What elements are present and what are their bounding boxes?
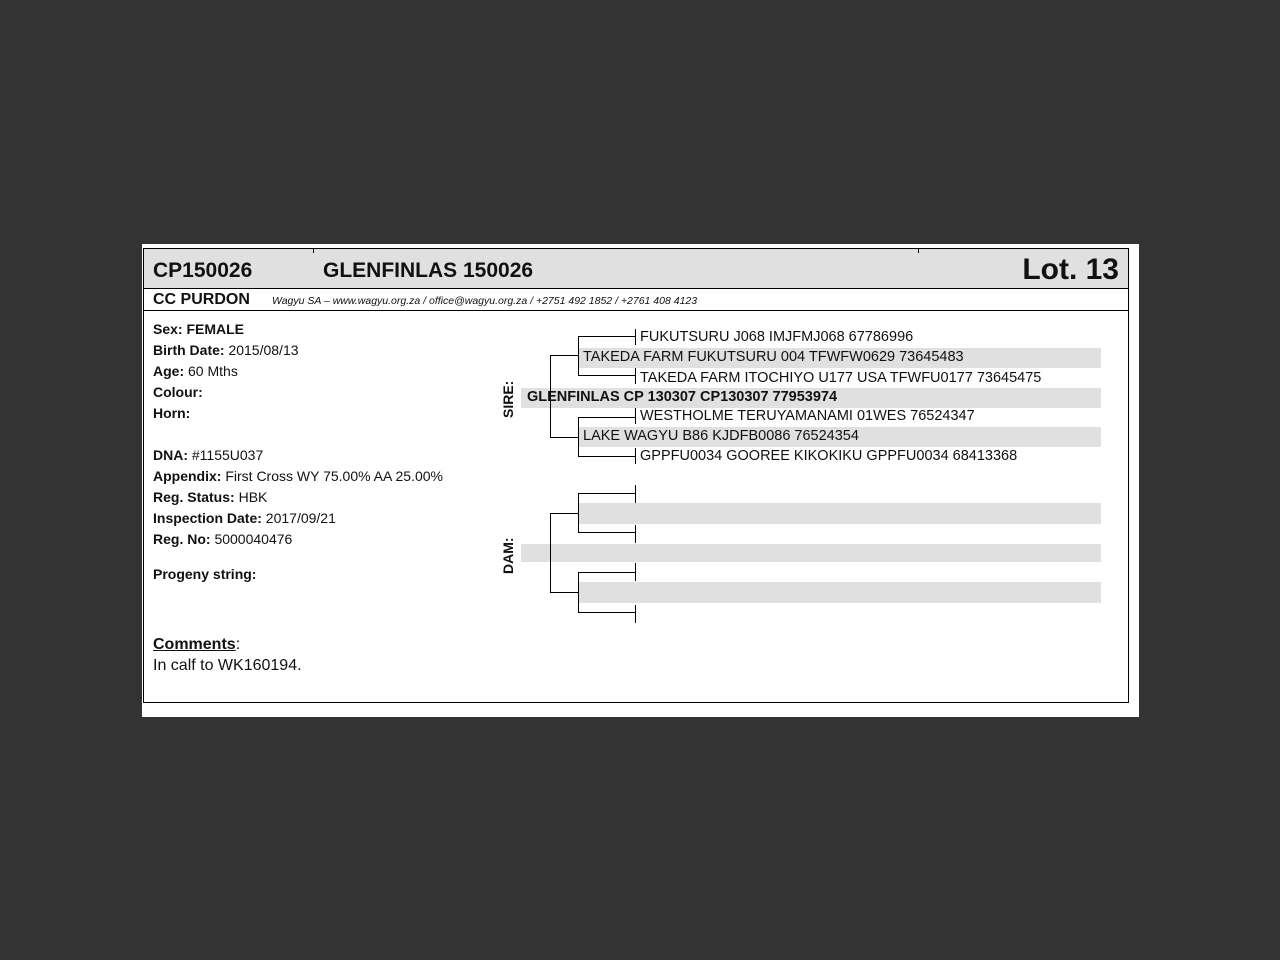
tree-line xyxy=(578,336,635,337)
tree-line xyxy=(578,493,579,533)
dam-sire-bar xyxy=(578,503,1101,524)
breeder-name: CC PURDON xyxy=(153,291,250,308)
animal-id: CP150026 xyxy=(153,259,253,282)
tree-line xyxy=(578,572,579,613)
card-frame xyxy=(143,248,1129,703)
header-divider xyxy=(918,249,919,253)
lot-number: Lot. 13 xyxy=(1022,253,1119,286)
tree-line xyxy=(635,525,636,543)
animal-card xyxy=(142,244,1139,717)
divider xyxy=(144,310,1128,311)
tree-line xyxy=(635,448,636,464)
card-header xyxy=(144,249,1128,289)
tree-line xyxy=(635,408,636,424)
horn-row: Horn: xyxy=(153,405,191,421)
sex-row: Sex: FEMALE xyxy=(153,321,245,337)
tree-line xyxy=(635,605,636,623)
tree-line xyxy=(578,375,635,376)
tree-line xyxy=(578,493,635,494)
colour-row: Colour: xyxy=(153,384,203,400)
pedigree-sire-sire-dam: TAKEDA FARM ITOCHIYO U177 USA TFWFU0177 73645475 xyxy=(640,370,1042,386)
tree-line xyxy=(578,417,579,457)
appendix-row: Appendix: First Cross WY 75.00% AA 25.00% xyxy=(153,468,443,484)
tree-line xyxy=(578,572,635,573)
dam-label: DAM: xyxy=(500,537,516,574)
tree-line xyxy=(635,368,636,384)
pedigree-sire-sire: TAKEDA FARM FUKUTSURU 004 TFWFW0629 73645483 xyxy=(583,349,964,365)
pedigree-sire-dam-sire: WESTHOLME TERUYAMANAMI 01WES 76524347 xyxy=(640,408,975,424)
pedigree-sire-dam: LAKE WAGYU B86 KJDFB0086 76524354 xyxy=(583,428,859,444)
tree-line xyxy=(578,612,635,613)
tree-line xyxy=(578,417,635,418)
tree-line xyxy=(550,355,578,356)
reg-status-row: Reg. Status: HBK xyxy=(153,489,268,505)
age-row: Age: 60 Mths xyxy=(153,363,238,379)
dam-bar xyxy=(521,544,1101,562)
sire-label: SIRE: xyxy=(500,380,516,418)
comments-text: In calf to WK160194. xyxy=(153,657,302,674)
comments-heading: Comments: xyxy=(153,636,241,653)
inspection-date-row: Inspection Date: 2017/09/21 xyxy=(153,510,336,526)
tree-line xyxy=(550,437,578,438)
dna-row: DNA: #1155U037 xyxy=(153,447,264,463)
tree-line xyxy=(550,513,551,592)
pedigree-sire-dam-dam: GPPFU0034 GOOREE KIKOKIKU GPPFU0034 68413368 xyxy=(640,448,1018,464)
header-divider xyxy=(313,249,314,253)
tree-line xyxy=(635,485,636,503)
tree-line xyxy=(578,336,579,376)
pedigree-sire: GLENFINLAS CP 130307 CP130307 77953974 xyxy=(527,389,838,405)
progeny-row: Progeny string: xyxy=(153,566,257,582)
dam-dam-bar xyxy=(578,582,1101,603)
tree-line xyxy=(550,513,578,514)
tree-line xyxy=(635,563,636,581)
birth-date-row: Birth Date: 2015/08/13 xyxy=(153,342,299,358)
tree-line xyxy=(635,329,636,345)
tree-line xyxy=(578,456,635,457)
tree-line xyxy=(578,532,635,533)
tree-line xyxy=(550,592,578,593)
animal-name: GLENFINLAS 150026 xyxy=(323,259,534,282)
breeder-contact: Wagyu SA – www.wagyu.org.za / office@wagyu.org.za / +2751 492 1852 / +2761 408 4123 xyxy=(272,295,698,307)
pedigree-sire-sire-sire: FUKUTSURU J068 IMJFMJ068 67786996 xyxy=(640,329,914,345)
reg-no-row: Reg. No: 5000040476 xyxy=(153,531,293,547)
